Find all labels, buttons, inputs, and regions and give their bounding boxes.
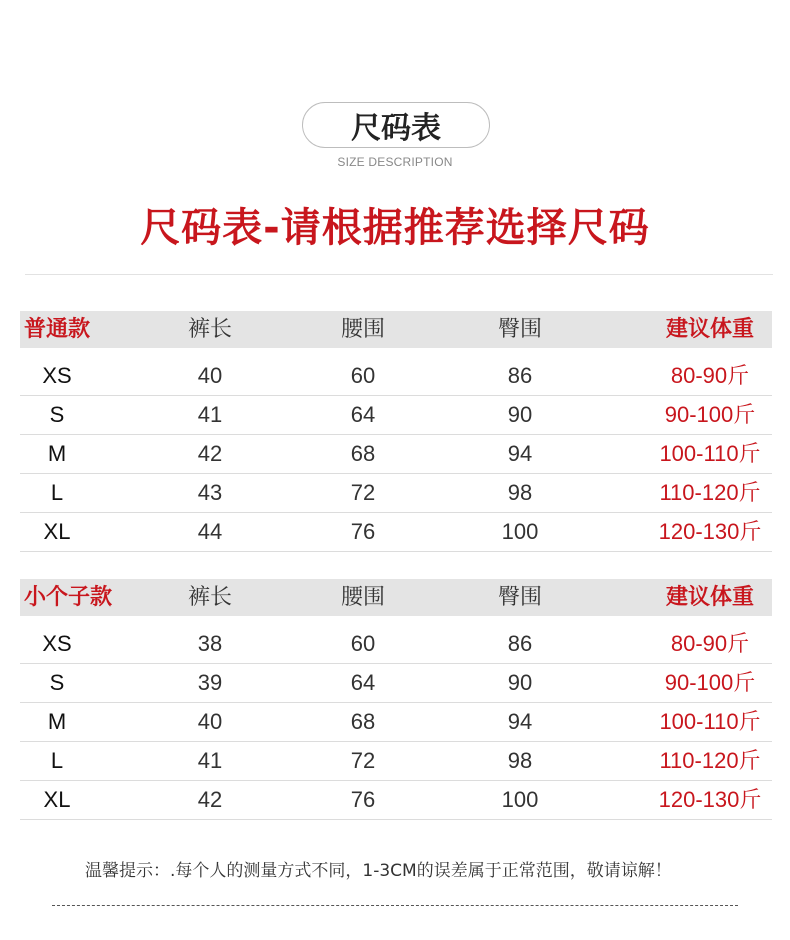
- waist-cell: 76: [350, 519, 376, 544]
- hip-cell: 100: [501, 787, 539, 812]
- length-cell: 39: [197, 670, 223, 695]
- table-row: [20, 781, 772, 820]
- waist-cell: 72: [350, 748, 376, 773]
- hip-cell: 100: [501, 519, 539, 544]
- header-hip: 臀围: [497, 317, 543, 342]
- waist-cell: 72: [350, 480, 376, 505]
- header-waist: 腰围: [340, 317, 386, 342]
- table-header: [20, 579, 772, 616]
- title-pill: [302, 102, 490, 148]
- size-cell: M: [47, 441, 67, 466]
- type-label: 小个子款: [24, 585, 113, 610]
- size-cell: XS: [42, 631, 72, 656]
- hip-cell: 90: [507, 402, 533, 427]
- weight-cell: 110-120斤: [659, 480, 761, 505]
- table-row: [20, 664, 772, 703]
- size-table-regular: [20, 311, 772, 552]
- header-length: 裤长: [187, 585, 233, 610]
- length-cell: 40: [197, 363, 223, 388]
- spacer: [20, 616, 772, 625]
- waist-cell: 60: [350, 363, 376, 388]
- weight-cell: 90-100斤: [664, 670, 756, 695]
- header-weight: 建议体重: [665, 317, 755, 342]
- size-table-petite: [20, 579, 772, 820]
- weight-cell: 100-110斤: [659, 441, 761, 466]
- waist-cell: 68: [350, 709, 376, 734]
- weight-cell: 90-100斤: [664, 402, 756, 427]
- weight-cell: 110-120斤: [659, 748, 761, 773]
- table-row: [20, 742, 772, 781]
- headline: 尺码表-请根据推荐选择尺码: [140, 205, 650, 251]
- hip-cell: 86: [507, 363, 533, 388]
- length-cell: 44: [197, 519, 223, 544]
- table-header: [20, 311, 772, 348]
- header-length: 裤长: [187, 317, 233, 342]
- header-hip: 臀围: [497, 585, 543, 610]
- length-cell: 42: [197, 787, 223, 812]
- size-cell: XL: [43, 787, 71, 812]
- waist-cell: 64: [350, 402, 376, 427]
- waist-cell: 64: [350, 670, 376, 695]
- size-cell: XS: [42, 363, 72, 388]
- length-cell: 42: [197, 441, 223, 466]
- size-cell: S: [49, 670, 65, 695]
- weight-cell: 80-90斤: [670, 631, 750, 656]
- weight-cell: 120-130斤: [658, 519, 762, 544]
- dashed-divider: [52, 905, 738, 906]
- table-row: [20, 474, 772, 513]
- hip-cell: 90: [507, 670, 533, 695]
- table-row: [20, 396, 772, 435]
- waist-cell: 60: [350, 631, 376, 656]
- size-cell: XL: [43, 519, 71, 544]
- size-cell: L: [50, 748, 64, 773]
- table-row: [20, 513, 772, 552]
- length-cell: 41: [197, 402, 223, 427]
- table-row: [20, 357, 772, 396]
- length-cell: 40: [197, 709, 223, 734]
- weight-cell: 80-90斤: [670, 363, 750, 388]
- waist-cell: 76: [350, 787, 376, 812]
- hip-cell: 98: [507, 748, 533, 773]
- footer-tip: 温馨提示：.每个人的测量方式不同，1-3CM的误差属于正常范围，敬请谅解！: [85, 861, 672, 881]
- length-cell: 43: [197, 480, 223, 505]
- hip-cell: 98: [507, 480, 533, 505]
- spacer: [20, 348, 772, 357]
- hip-cell: 86: [507, 631, 533, 656]
- header-weight: 建议体重: [665, 585, 755, 610]
- table-row: [20, 435, 772, 474]
- waist-cell: 68: [350, 441, 376, 466]
- subtitle: SIZE DESCRIPTION: [337, 155, 453, 169]
- table-row: [20, 625, 772, 664]
- size-cell: M: [47, 709, 67, 734]
- size-cell: S: [49, 402, 65, 427]
- hip-cell: 94: [507, 441, 533, 466]
- size-cell: L: [50, 480, 64, 505]
- length-cell: 41: [197, 748, 223, 773]
- weight-cell: 120-130斤: [658, 787, 762, 812]
- hip-cell: 94: [507, 709, 533, 734]
- pill-title: 尺码表: [351, 111, 441, 146]
- weight-cell: 100-110斤: [659, 709, 761, 734]
- divider: [25, 274, 773, 275]
- header-waist: 腰围: [340, 585, 386, 610]
- table-row: [20, 703, 772, 742]
- length-cell: 38: [197, 631, 223, 656]
- type-label: 普通款: [24, 317, 91, 342]
